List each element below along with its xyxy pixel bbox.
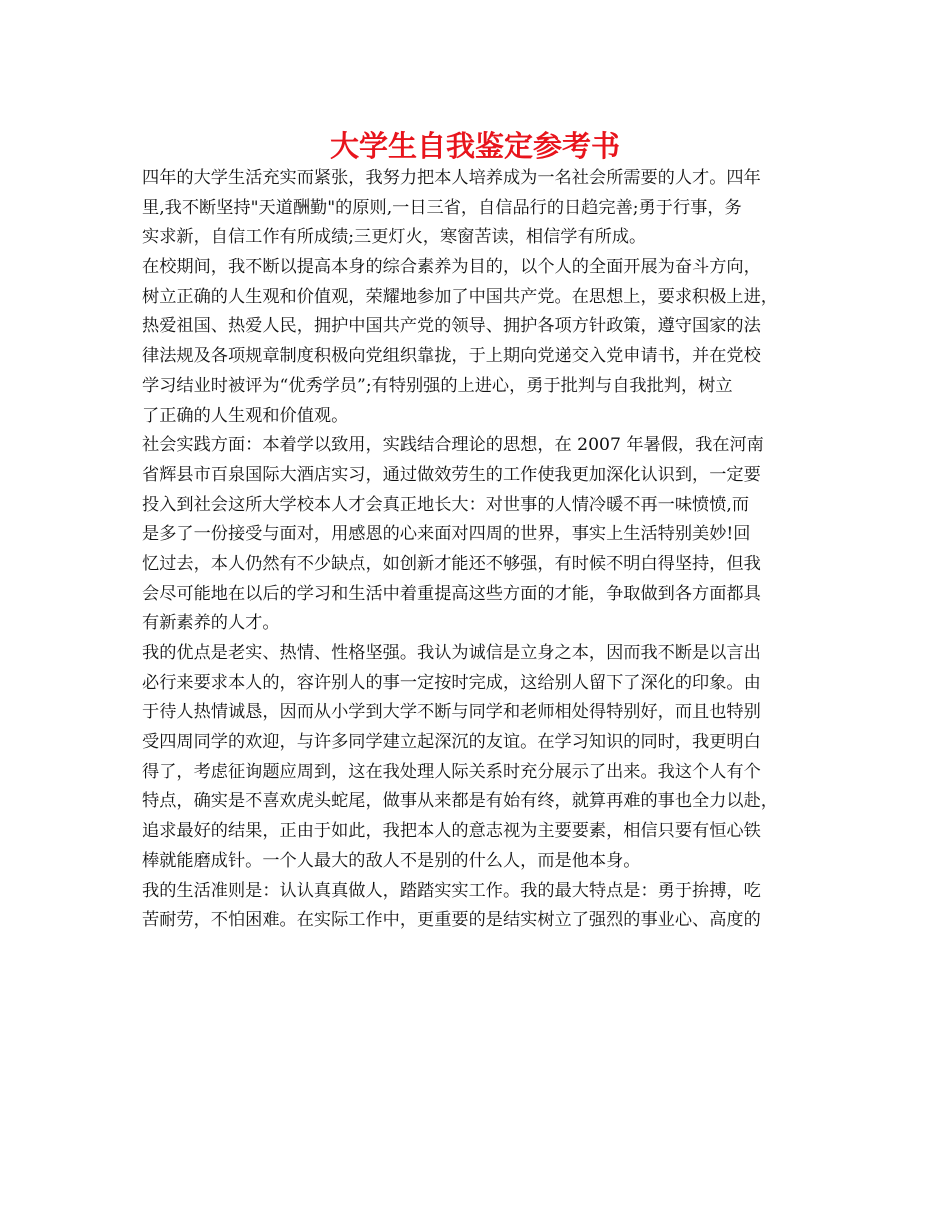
text-line: 于待人热情诚恳，因而从小学到大学不断与同学和老师相处得特别好，而且也特别 (142, 702, 761, 723)
text-line: 追求最好的结果，正由于如此，我把本人的意志视为主要要素，相信只要有恒心铁 (142, 821, 761, 842)
text-line: 了正确的人生观和价值观。 (142, 405, 349, 426)
text-line: 投入到社会这所大学校本人才会真正地长大：对世事的人情冷暖不再一味愤愤,而 (142, 494, 750, 515)
text-line: 有新素养的人才。 (142, 613, 280, 634)
text-line: 棒就能磨成针。一个人最大的敌人不是别的什么人，而是他本身。 (142, 850, 641, 871)
document-body (142, 164, 825, 936)
text-line: 四年的大学生活充实而紧张，我努力把本人培养成为一名社会所需要的人才。四年 (142, 168, 761, 188)
text-line: 受四周同学的欢迎，与许多同学建立起深沉的友谊。在学习知识的同时，我更明白 (142, 732, 761, 753)
text-line: 我的生活准则是：认认真真做人，踏踏实实工作。我的最大特点是：勇于拚搏，吃 (142, 880, 761, 901)
text-line: 苦耐劳，不怕困难。在实际工作中，更重要的是结实树立了强烈的事业心、高度的 (142, 910, 761, 931)
text-line: 会尽可能地在以后的学习和生活中着重提高这些方面的才能，争取做到各方面都具 (142, 583, 761, 604)
text-line: 我的优点是老实、热情、性格坚强。我认为诚信是立身之本，因而我不断是以言出 (142, 643, 761, 663)
text-line: 忆过去，本人仍然有不少缺点，如创新才能还不够强，有时候不明白得坚持，但我 (142, 553, 761, 574)
text-line: 必行来要求本人的，容许别人的事一定按时完成，这给别人留下了深化的印象。由 (142, 672, 761, 693)
text-line: 在校期间，我不断以提高本身的综合素养为目的，以个人的全面开展为奋斗方向， (142, 257, 761, 278)
text-line: 学习结业时被评为“优秀学员”;有特别强的上进心，勇于批判与自我批判，树立 (142, 375, 733, 396)
text-line: 里,我不断坚持"天道酬勤"的原则,一日三省，自信品行的日趋完善;勇于行事，务 (142, 197, 742, 218)
text-line: 热爱祖国、热爱人民，拥护中国共产党的领导、拥护各项方针政策，遵守国家的法 (142, 316, 761, 337)
text-line: 律法规及各项规章制度积极向党组织靠拢，于上期向党递交入党申请书，并在党校 (142, 346, 761, 367)
text-line: 树立正确的人生观和价值观，荣耀地参加了中国共产党。在思想上，要求积极上进， (142, 286, 778, 307)
text-line: 特点，确实是不喜欢虎头蛇尾，做事从来都是有始有终，就算再难的事也全力以赴， (142, 791, 778, 812)
document-title: 大学生自我鉴定参考书 (329, 129, 620, 163)
text-line: 是多了一份接受与面对，用感恩的心来面对四周的世界，事实上生活特别美妙!回 (142, 524, 751, 545)
text-line: 社会实践方面：本着学以致用，实践结合理论的思想，在 2007 年暑假，我在河南 (142, 435, 764, 456)
text-line: 实求新，自信工作有所成绩;三更灯火，寒窗苦读，相信学有所成。 (142, 227, 647, 248)
text-line: 省辉县市百泉国际大酒店实习，通过做效劳生的工作使我更加深化认识到，一定要 (142, 464, 761, 485)
text-line: 得了，考虑征询题应周到，这在我处理人际关系时充分展示了出来。我这个人有个 (142, 761, 761, 782)
